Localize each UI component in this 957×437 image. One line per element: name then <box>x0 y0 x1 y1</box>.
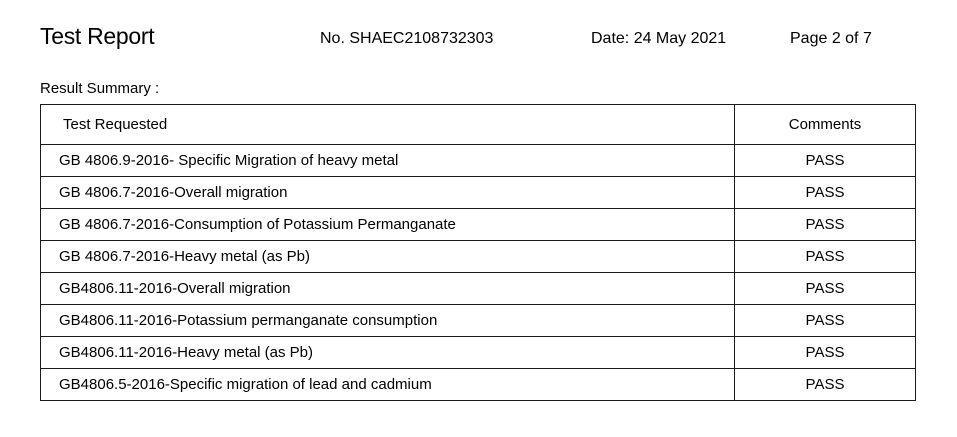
table-header-row <box>41 105 916 145</box>
table-row <box>41 273 916 305</box>
comment-cell: PASS <box>735 145 916 177</box>
comment-cell: PASS <box>735 209 916 241</box>
result-summary-label: Result Summary : <box>40 80 160 97</box>
table-row <box>41 145 916 177</box>
test-requested-cell: GB 4806.7-2016-Heavy metal (as Pb) <box>41 241 735 273</box>
comment-cell: PASS <box>735 241 916 273</box>
comment-cell: PASS <box>735 369 916 401</box>
comment-cell: PASS <box>735 273 916 305</box>
table-row <box>41 177 916 209</box>
table-row <box>41 209 916 241</box>
test-requested-cell: GB4806.11-2016-Heavy metal (as Pb) <box>41 337 735 369</box>
test-requested-cell: GB 4806.7-2016-Consumption of Potassium Permanganate <box>41 209 735 241</box>
comment-cell: PASS <box>735 177 916 209</box>
test-requested-cell: GB4806.5-2016-Specific migration of lead and cadmium <box>41 369 735 401</box>
test-requested-cell: GB4806.11-2016-Overall migration <box>41 273 735 305</box>
table-row <box>41 337 916 369</box>
test-requested-cell: GB4806.11-2016-Potassium permanganate consumption <box>41 305 735 337</box>
comment-cell: PASS <box>735 337 916 369</box>
comment-cell: PASS <box>735 305 916 337</box>
test-requested-cell: GB 4806.9-2016- Specific Migration of heavy metal <box>41 145 735 177</box>
table-row <box>41 241 916 273</box>
page-indicator: Page 2 of 7 <box>790 30 872 47</box>
column-header-test-requested: Test Requested <box>41 105 735 145</box>
report-title: Test Report <box>40 23 155 49</box>
report-date: Date: 24 May 2021 <box>591 30 727 47</box>
table-row <box>41 369 916 401</box>
test-requested-cell: GB 4806.7-2016-Overall migration <box>41 177 735 209</box>
column-header-comments: Comments <box>735 105 916 145</box>
report-number: No. SHAEC2108732303 <box>320 30 494 47</box>
result-summary-table <box>40 104 916 401</box>
table-row <box>41 305 916 337</box>
